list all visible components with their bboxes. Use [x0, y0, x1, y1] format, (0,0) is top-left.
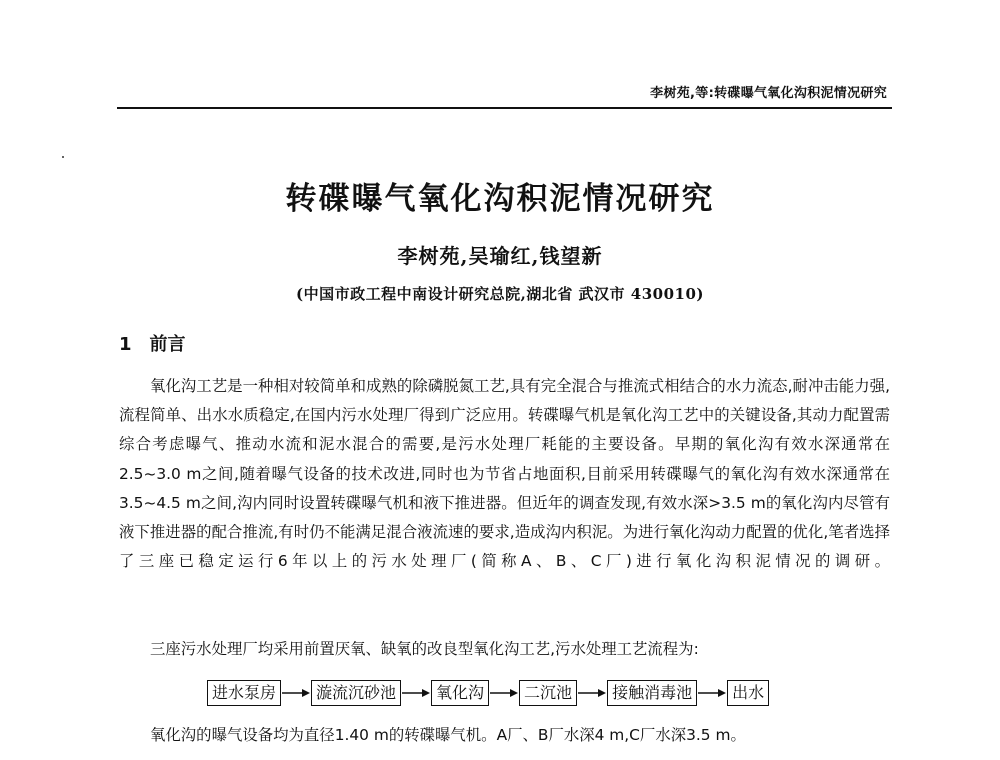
flow-step-oxidation-ditch: 氧化沟 — [431, 680, 489, 706]
flow-arrow-icon — [281, 681, 311, 705]
flow-step-grit-chamber: 漩流沉砂池 — [311, 680, 401, 706]
flow-step-disinfection-tank: 接触消毒池 — [607, 680, 697, 706]
paragraph-intro: 氧化沟工艺是一种相对较简单和成熟的除磷脱氮工艺,具有完全混合与推流式相结合的水力流态,耐冲击能力强,流程简单、出水水质稳定,在国内污水处理厂得到广泛应用。转碟曝气机是氧化沟工艺中的关键设备,其动力配置需综合考虑曝气、推动水流和泥水混合的需要,是污水处理厂耗能的主要设备。早期的氧化沟有效水深通常在2.5~3.0 m之间,随着曝气设备的技术改进,同时也为节省占地面积,目前采用转碟曝气的氧化沟有效水深通常在3.5~4.5 m之间,沟内同时设置转碟曝气机和液下推进器。但近年的调查发现,有效水深>3.5 m的氧化沟内尽管有液下推进器的配合推流,有时仍不能满足混合液流速的要求,造成沟内积泥。为进行氧化沟动力配置的优化,笔者选择了三座已稳定运行6年以上的污水处理厂(简称A、B、C厂)进行氧化沟积泥情况的调研。 — [119, 377, 890, 571]
flow-step-effluent: 出水 — [727, 680, 769, 706]
header-rule — [117, 107, 892, 109]
article-authors: 李树苑,吴瑜红,钱望新 — [397, 244, 603, 268]
article-affiliation: (中国市政工程中南设计研究总院,湖北省 武汉市 430010) — [296, 285, 704, 303]
scan-speck — [62, 156, 64, 158]
flow-step-pump-house: 进水泵房 — [207, 680, 281, 706]
section-title: 前言 — [149, 334, 186, 355]
flow-arrow-icon — [401, 681, 431, 705]
flow-arrow-icon — [697, 681, 727, 705]
running-head: 李树苑,等:转碟曝气氧化沟积泥情况研究 — [650, 86, 887, 101]
flow-arrow-icon — [577, 681, 607, 705]
process-flow-diagram — [207, 679, 769, 707]
article-title: 转碟曝气氧化沟积泥情况研究 — [285, 181, 715, 217]
section-heading — [119, 330, 186, 356]
section-number: 1 — [119, 334, 132, 355]
paragraph-equipment: 氧化沟的曝气设备均为直径1.40 m的转碟曝气机。A厂、B厂水深4 m,C厂水深3.5 m。 — [150, 726, 746, 744]
paragraph-process-intro: 三座污水处理厂均采用前置厌氧、缺氧的改良型氧化沟工艺,污水处理工艺流程为: — [150, 640, 699, 658]
flow-step-secondary-clarifier: 二沉池 — [519, 680, 577, 706]
flow-arrow-icon — [489, 681, 519, 705]
